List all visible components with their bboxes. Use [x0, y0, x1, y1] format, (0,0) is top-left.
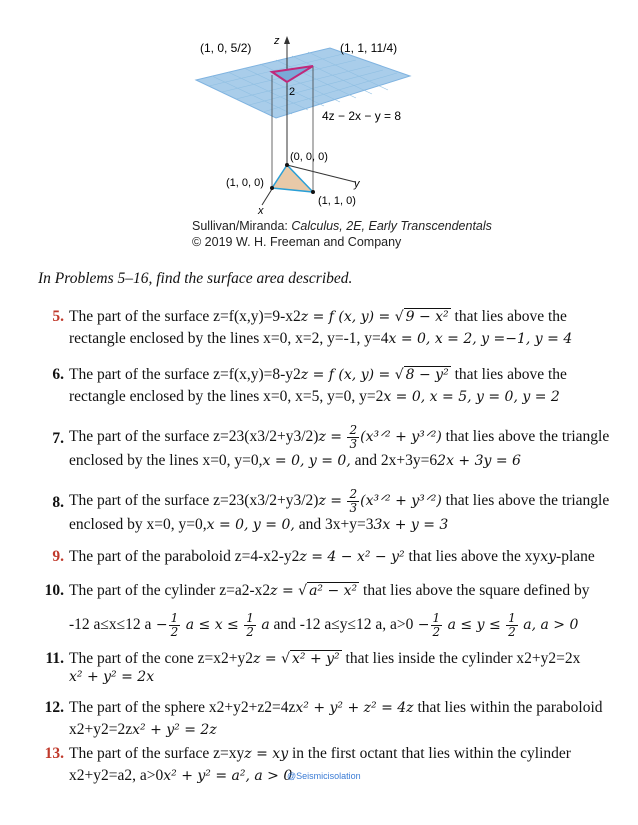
problem-line-1: The part of the surface z=23(x3/2+y3/2)z = $\frac{2}{3}$ (x³ᐟ² + y³ᐟ²) that lies above the triangle: [69, 487, 610, 515]
problem-line-1: The part of the surface z=xyz = xy in the first octant that lies within the cylinder: [69, 745, 571, 762]
figure-caption: [192, 218, 492, 250]
intro-text: In Problems 5–16, find the surface area described.: [38, 270, 353, 287]
problem-line-2: enclosed by x=0, y=0,x = 0, y = 0, and 3x+y=33x + y = 3: [69, 516, 449, 533]
caption-author: Sullivan/Miranda:: [192, 219, 292, 233]
label-y: y: [354, 178, 360, 190]
problem-number: 13.: [44, 745, 64, 762]
label-p100: (1, 0, 0): [226, 177, 264, 189]
problem-number: 9.: [52, 548, 64, 565]
label-plane: 4z − 2x − y = 8: [322, 109, 402, 123]
problem-number: 5.: [52, 308, 64, 325]
label-p110: (1, 1, 0): [318, 195, 356, 207]
label-origin: (0, 0, 0): [290, 151, 328, 163]
problem-number: 7.: [52, 430, 64, 447]
figure: [0, 0, 638, 260]
problem-line-1: The part of the cone z=x2+y2z = √ x² + y² that lies inside the cylinder x2+y2=2x: [69, 650, 581, 667]
label-x: x: [258, 205, 264, 217]
label-z: z: [274, 35, 280, 47]
label-pt1: (1, 0, 5/2): [200, 41, 252, 55]
problem-line-2: rectangle enclosed by the lines x=0, x=2, y=-1, y=4x = 0, x = 2, y =−1, y = 4: [69, 330, 573, 347]
problem-line-1: The part of the surface z=f(x,y)=8-y2z = f (x, y) = √ 8 − y² that lies above the: [69, 366, 567, 383]
label-two: 2: [289, 86, 296, 98]
problem-number: 6.: [52, 366, 64, 383]
caption-copyright: © 2019 W. H. Freeman and Company: [192, 235, 402, 249]
problem-line-1: The part of the cylinder z=a2-x2z = √ a² − x² that lies above the square defined by: [69, 582, 590, 599]
problem-number: 8.: [52, 494, 64, 511]
problem-line-2: rectangle enclosed by the lines x=0, x=5, y=0, y=2x = 0, x = 5, y = 0, y = 2: [69, 388, 560, 405]
base-triangle: [272, 165, 313, 192]
problem-line-2: -12 a≤x≤12 a − $\frac{1}{2}$ a ≤ x ≤ $\frac{1}{2}$ a and -12 a≤y≤12 a, a>0 − $\frac{1}{2}$ a ≤ y ≤ $\frac{1}{2}$ a, a > 0: [69, 611, 579, 639]
caption-title: Calculus, 2E, Early Transcendentals: [291, 219, 492, 233]
problem-line-2: x2+y2=a2, a>0x² + y² = a², a > 0: [69, 767, 293, 784]
problem-number: 10.: [44, 582, 64, 599]
problem-number: 12.: [44, 699, 64, 716]
problem-line-1: The part of the surface z=f(x,y)=9-x2z = f (x, y) = √ 9 − x² that lies above the: [69, 308, 567, 325]
surface-figure: [0, 0, 638, 218]
problem-line-1: The part of the paraboloid z=4-x2-y2z = 4 − x² − y² that lies above the xyxy-plane: [69, 548, 595, 565]
problem-line-2: enclosed by the lines x=0, y=0,x = 0, y = 0, and 2x+3y=62x + 3y = 6: [69, 452, 521, 469]
problem-line-2: x² + y² = 2x: [69, 669, 155, 685]
problem-line-1: The part of the surface z=23(x3/2+y3/2)z = $\frac{2}{3}$ (x³ᐟ² + y³ᐟ²) that lies above the triangle: [69, 423, 610, 451]
problem-line-2: x2+y2=2zx² + y² = 2z: [69, 721, 217, 738]
problem-number: 11.: [45, 650, 64, 667]
watermark: @Seismicisolation: [287, 771, 361, 781]
label-pt2: (1, 1, 11/4): [340, 41, 398, 55]
problem-line-1: The part of the sphere x2+y2+z2=4zx² + y² + z² = 4z that lies within the paraboloid: [69, 699, 603, 716]
